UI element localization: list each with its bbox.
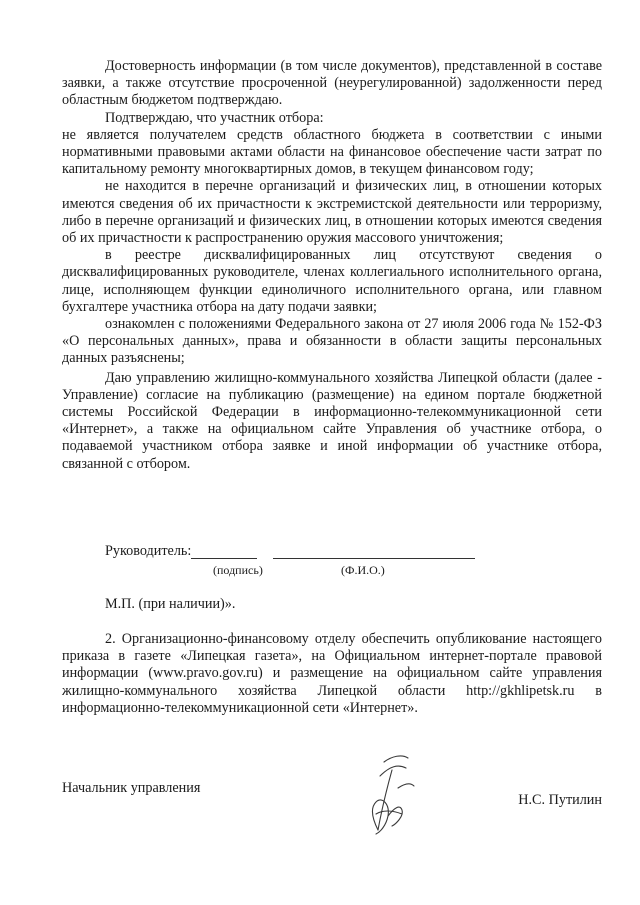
footer bbox=[62, 780, 602, 840]
body-text bbox=[62, 58, 602, 473]
name-caption: (Ф.И.О.) bbox=[341, 563, 385, 577]
paragraph-confirm-intro: Подтверждаю, что участник отбора: bbox=[105, 109, 324, 126]
handwritten-signature bbox=[332, 748, 442, 848]
order-item bbox=[62, 631, 602, 717]
paragraph-not-recipient: не является получателем средств областного бюджета в соответствии с иными нормативными правовыми актами области на финансовое обеспечение части затрат по капитальному ремонту многоквартирных домов, в текущем финансовом году; bbox=[62, 126, 602, 178]
paragraph-disqualified-registry: в реестре дисквалифицированных лиц отсутствуют сведения о дисквалифицированных руководителе, членах коллегиального исполнительного органа, лице, исполняющем функции единоличного исполнительного органа, или главном бухгалтере участника отбора на дату подачи заявки; bbox=[62, 247, 602, 315]
signature-caption: (подпись) bbox=[213, 563, 263, 577]
signature-line bbox=[191, 558, 257, 559]
paragraph-reliability: Достоверность информации (в том числе документов), представленной в составе заявки, а также отсутствие просроченной (неурегулированной) задолженности перед областным бюджетом подтверждаю. bbox=[62, 58, 602, 109]
stamp-note: М.П. (при наличии)». bbox=[105, 596, 236, 612]
paragraph-publication-consent: Даю управлению жилищно-коммунального хозяйства Липецкой области (далее - Управление) согласие на публикацию (размещение) на едином портале бюджетной системы Российской Федерации в информационно-телекоммуникационной сети «Интернет», а также на официальном сайте Управления об участнике отбора, о подаваемой участником отбора заявке и иной информации об участнике отбора, связанной с отбором. bbox=[62, 369, 602, 472]
signatory-position: Начальник управления bbox=[62, 780, 201, 796]
signatory-name: Н.С. Путилин bbox=[518, 792, 602, 808]
paragraph-not-in-list: не находится в перечне организаций и физических лиц, в отношении которых имеются сведения об их причастности к экстремистской деятельности или терроризму, либо в перечне организаций и физических лиц, в отношении которых имеются сведения об их причастности к распространению оружия массового уничтожения; bbox=[62, 178, 602, 247]
paragraph-personal-data: ознакомлен с положениями Федерального закона от 27 июля 2006 года № 152-ФЗ «О персональных данных», права и обязанности в области защиты персональных данных разъяснены; bbox=[62, 316, 602, 367]
signature-label: Руководитель: bbox=[105, 543, 192, 559]
order-item-text: 2. Организационно-финансовому отделу обеспечить опубликование настоящего приказа в газете «Липецкая газета», на Официальном интернет-портале правовой информации (www.pravo.gov.ru) и размещение на официальном сайте управления жилищно-коммунального хозяйства Липецкой области http://gkhlipetsk.ru в информационно-телекоммуникационной сети «Интернет». bbox=[62, 631, 602, 716]
name-line bbox=[273, 558, 475, 559]
